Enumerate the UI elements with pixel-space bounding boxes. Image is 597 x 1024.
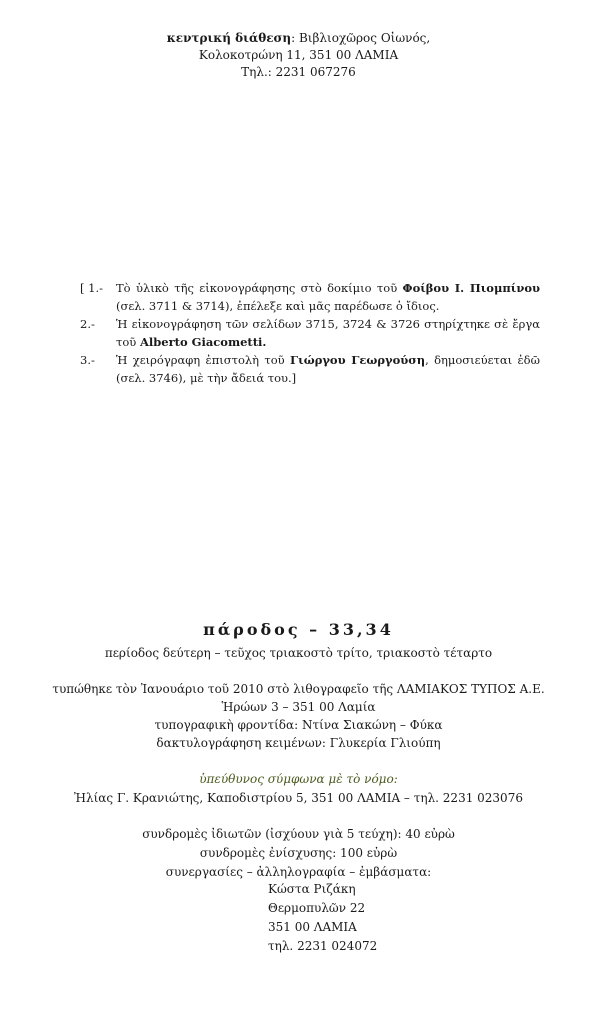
note-text-before: Ἡ χειρόγραφη ἐπιστολὴ τοῦ xyxy=(116,353,291,367)
note-text-before: Ἡ εἰκονογράφηση τῶν σελίδων 3715, 3724 & 3726 στηρίχτηκε σὲ ἔργα τοῦ xyxy=(116,317,540,349)
contact-name: Κώστα Ριζάκη xyxy=(268,882,356,896)
distribution-shop: : Βιβλιοχῶρος Οἰωνός, xyxy=(291,31,431,45)
journal-title: πάροδος – 33,34 xyxy=(203,620,394,639)
note-3 xyxy=(80,351,540,387)
note-text-after: , δημοσιεύεται ἐδῶ (σελ. 3746), μὲ τὴν ἄδειά του.] xyxy=(116,353,540,385)
correspondence-line: συνεργασίες – ἀλληλογραφία – ἐμβάσματα: xyxy=(165,865,432,879)
journal-subtitle: περίοδος δεύτερη – τεῦχος τριακοστὸ τρίτο, τριακοστὸ τέταρτο xyxy=(104,646,493,660)
note-text-before: Τὸ ὑλικὸ τῆς εἰκονογράφησης στὸ δοκίμιο τοῦ xyxy=(116,281,403,295)
distribution-phone: Τηλ.: 2231 067276 xyxy=(241,65,356,79)
note-number: [ 1.- xyxy=(80,281,103,295)
note-text xyxy=(116,279,540,315)
note-text xyxy=(116,315,540,351)
distribution-street: Κολοκοτρώνη 11, 351 00 ΛΑΜΙΑ xyxy=(198,48,399,62)
contact-phone: τηλ. 2231 024072 xyxy=(268,939,378,953)
typing-credit: δακτυλογράφηση κειμένων: Γλυκερία Γλιούπη xyxy=(156,736,441,750)
distribution-block xyxy=(0,30,597,81)
printer-address: Ἡρώων 3 – 351 00 Λαμία xyxy=(221,700,376,714)
legal-label: ὑπεύθυνος σύμφωνα μὲ τὸ νόμο: xyxy=(199,772,398,786)
note-number: 2.- xyxy=(80,317,95,331)
legal-person: Ἠλίας Γ. Κρανιώτης, Καποδιστρίου 5, 351 00 ΛΑΜΙΑ – τηλ. 2231 023076 xyxy=(74,791,523,805)
note-number: 3.- xyxy=(80,353,95,367)
distribution-label: κεντρική διάθεση xyxy=(166,31,292,45)
note-2 xyxy=(80,315,540,351)
contact-street: Θερμοπυλῶν 22 xyxy=(268,901,366,915)
typography-credit: τυπογραφικὴ φροντίδα: Ντίνα Σιακώνη – Φύκα xyxy=(154,718,443,732)
subscriptions-support: συνδρομὲς ἐνίσχυσης: 100 εὐρὼ xyxy=(199,846,398,860)
note-text-after: (σελ. 3711 & 3714), ἐπέλεξε καὶ μᾶς παρέδωσε ὁ ἴδιος. xyxy=(116,299,440,313)
illustration-notes xyxy=(80,279,540,387)
contact-city: 351 00 ΛΑΜΙΑ xyxy=(268,920,357,934)
note-1 xyxy=(80,279,540,315)
contact-address xyxy=(268,880,468,956)
distribution-line xyxy=(0,30,597,47)
note-name: Alberto Giacometti. xyxy=(139,335,267,349)
note-name: Φοίβου Ι. Πιομπίνου xyxy=(402,281,540,295)
note-name: Γιώργου Γεωργούση xyxy=(290,353,426,367)
note-text xyxy=(116,351,540,387)
subscriptions-private: συνδρομὲς ἰδιωτῶν (ἰσχύουν γιὰ 5 τεύχη): 40 εὐρὼ xyxy=(142,827,455,841)
printed-line: τυπώθηκε τὸν Ἰανουάριο τοῦ 2010 στὸ λιθογραφεῖο τῆς ΛΑΜΙΑΚΟΣ ΤΥΠΟΣ Α.Ε. xyxy=(52,682,545,696)
